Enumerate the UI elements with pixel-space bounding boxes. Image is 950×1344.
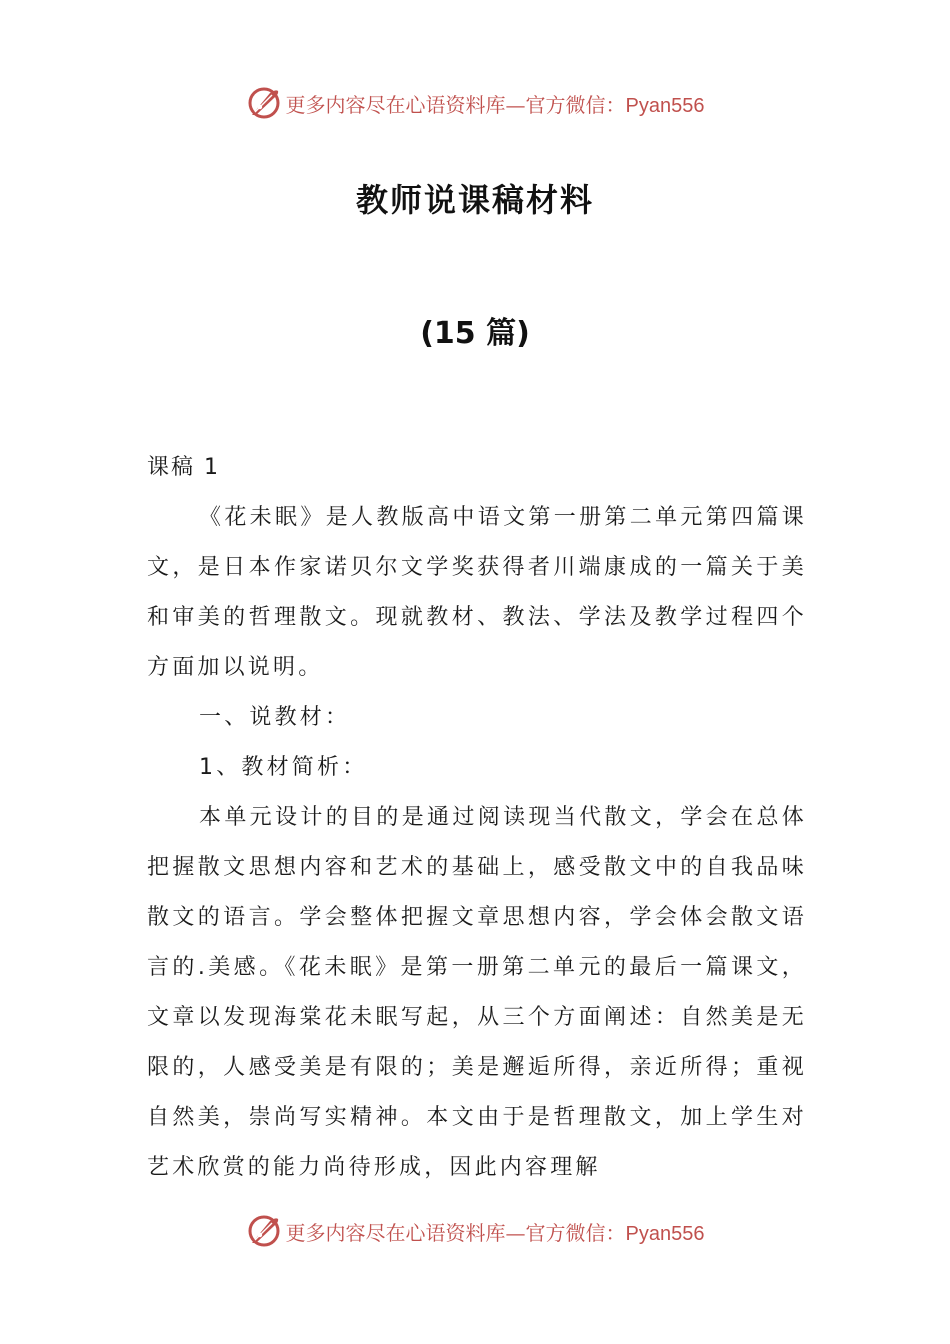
feather-pen-icon: [246, 85, 282, 121]
header-banner-text: 更多内容尽在心语资料库—官方微信：Pyan556: [285, 92, 705, 117]
paragraph-intro: 《花未眠》是人教版高中语文第一册第二单元第四篇课文，是日本作家诺贝尔文学奖获得者川端康成的一篇关于美和审美的哲理散文。现就教材、教法、学法及教学过程四个方面加以说明。: [147, 505, 807, 680]
feather-pen-icon: [246, 1213, 282, 1249]
wechat-id: Pyan556: [625, 94, 705, 117]
footer-banner-text: 更多内容尽在心语资料库—官方微信：Pyan556: [285, 1220, 705, 1245]
heading-material-analysis: 1、教材简析：: [199, 755, 368, 780]
paragraph-unit-design: 本单元设计的目的是通过阅读现当代散文，学会在总体把握散文思想内容和艺术的基础上，感受散文中的自我品味散文的语言。学会整体把握文章思想内容，学会体会散文语言的.美感。《花未眠》是第一册第二单元的最后一篇课文，文章以发现海棠花未眠写起，从三个方面阐述：自然美是无限的，人感受美是有限的；美是邂逅所得，亲近所得；重视自然美，崇尚写实精神。本文由于是哲理散文，加上学生对艺术欣赏的能力尚待形成，因此内容理解: [147, 805, 807, 1180]
section-label: 课稿 1: [147, 455, 220, 480]
footer-banner: [0, 1209, 950, 1253]
document-title: 教师说课稿材料: [355, 181, 594, 219]
heading-teaching-material: 一、说教材：: [199, 705, 351, 730]
document-subtitle: (15 篇): [420, 316, 530, 351]
header-banner: [0, 81, 950, 125]
wechat-id: Pyan556: [625, 1222, 705, 1245]
document-body: [147, 443, 807, 1193]
